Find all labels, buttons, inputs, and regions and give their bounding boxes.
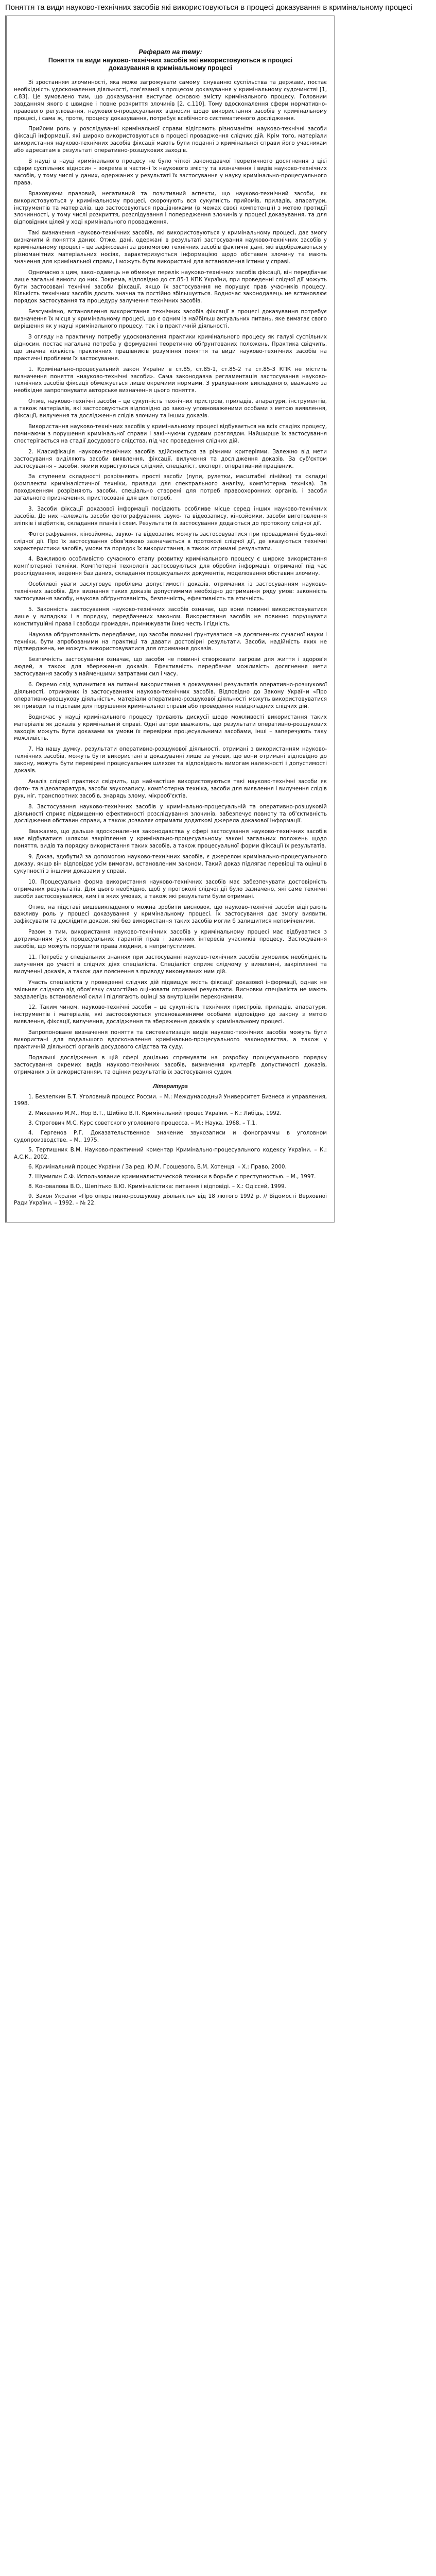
body-paragraph: 8. Застосування науково-технічних засобів у кримінально-процесуальній та оперативно-розшуковій діяльності сприяє підвищенню ефективності розслідування злочинів, забезпечує повноту та об'єктивність дослідження обставин справи, а також дозволяє отримати додаткові джерела доказової інформації.	[14, 803, 327, 824]
body-paragraph: 2. Класифікація науково-технічних засобів здійснюється за різними критеріями. Залежно від мети застосування виділяють засоби виявлення, фіксації, вилучення та дослідження доказів. За суб'єктом застосування – засоби, якими користуються слідчий, спеціаліст, експерт, оперативний працівник.	[14, 448, 327, 469]
body-paragraph: 1. Кримінально-процесуальний закон України в ст.85, ст.85-1, ст.85-2 та ст.85-3 КПК не містить визначення поняття «науково-технічні засоби». Сама законодавча регламентація застосування науково-технічних засобів фіксації обмежується лише окремими нормами. З урахуванням викладеного, вважаємо за необхідне запропонувати авторське визначення цього поняття.	[14, 366, 327, 394]
body-paragraph: 3. Засоби фіксації доказової інформації посідають особливе місце серед інших науково-технічних засобів. До них належать засоби фотографування, звуко- та відеозапису, кінозйомки, засоби виготовлення зліпків і відбитків, складання планів і схем. Результати їх застосування додаються до протоколу слідчої дії.	[14, 506, 327, 527]
body-paragraph: Використання науково-технічних засобів у кримінальному процесі відбувається на всіх стадіях процесу, починаючи з порушення кримінальної справи і закінчуючи судовим розглядом. Найширше їх застосування спостерігається на стадії досудового слідства, під час проведення слідчих дій.	[14, 423, 327, 444]
literature-item: 7. Шумилин С.Ф. Использование криминалистической техники в борьбе с преступностью. – М., 1997.	[28, 1173, 316, 1180]
body-paragraph: Вважаємо, що дальше вдосконалення законодавства у сфері застосування науково-технічних засобів має відбуватися шляхом закріплення у кримінально-процесуальному законі загальних положень щодо поняття, видів та порядку використання таких засобів, а також процесуальної форми фіксації їх результатів.	[14, 828, 327, 850]
literature-item: 5. Тертишник В.М. Науково-практичний коментар Кримінально-процесуального кодексу України. – К.: А.С.К., 2002.	[14, 1147, 327, 1160]
literature-heading: Література	[153, 1083, 188, 1090]
body-paragraph: Зі зростанням злочинності, яка може загрожувати самому існуванню суспільства та держави, постає необхідність удосконалення діяльності, пов'язаної з процесом доказування у кримінальному судочинстві [1, с.83]. Це зумовлено тим, що доказування виступає основою змісту кримінального процесу. Головним завданням якого є швидке і повне розкриття злочинів [2, с.110]. Тому вдосконалення сфери нормативно-правового регулювання, наукового-процесуальних відносин щодо використання засобів у кримінальному процесі, і сама ж, проте, процесу доказування, потребує всебічного систематичного дослідження.	[14, 79, 327, 122]
body-paragraph: 12. Таким чином, науково-технічні засоби – це сукупність технічних пристроїв, приладів, апаратури, інструментів і матеріалів, які застосовуються уповноваженими особами відповідно до закону з метою виявлення, фіксації, вилучення, дослідження та збереження доказів у кримінальному процесі.	[14, 1004, 327, 1025]
body-paragraph: Наукова обґрунтованість передбачає, що засоби повинні ґрунтуватися на досягненнях сучасної науки і техніки, бути апробованими на практиці та давати достовірні результати. Засоби, надійність яких не підтверджена, не можуть використовуватися для отримання доказів.	[14, 631, 327, 652]
body-paragraph: 5. Законність застосування науково-технічних засобів означає, що вони повинні використовуватися лише у випадках і в порядку, передбачених законом. Використання засобів не повинно порушувати конституційні права і свободи громадян, принижувати їхню честь і гідність.	[14, 606, 327, 627]
body-paragraph: 6. Окремо слід зупинитися на питанні використання в доказуванні результатів оперативно-розшукової діяльності, отриманих із застосуванням науково-технічних засобів. Відповідно до Закону України «Про оперативно-розшукову діяльність», матеріали оперативно-розшукової діяльності можуть використовуватися як приводи та підстави для порушення кримінальної справи або проведення невідкладних слідчих дій.	[14, 682, 327, 709]
body-paragraph: 11. Потреба у спеціальних знаннях при застосуванні науково-технічних засобів зумовлює необхідність залучення до участі в слідчих діях спеціаліста. Спеціаліст сприяє слідчому у виявленні, закріпленні та вилученні доказів, а також дає пояснення з приводу виконуваних ним дій.	[14, 954, 327, 975]
body-paragraph: Враховуючи правовий, негативний та позитивний аспекти, що науково-технічний засоби, як використовуються у кримінальному процесі, скорочують вся сукупність прийомів, приладів, апаратури, інструментів та матеріалів, що застосовуються працівниками (в межах своєї компетенції) з метою протидії злочинності, у тому числі розкриття, розслідування і попередження злочинів у процесі доказування, та для відповідних цілей у ході кримінального провадження.	[14, 190, 327, 226]
literature-item: 9. Закон України «Про оперативно-розшукову діяльність» від 18 лютого 1992 р. // Відомості Верховної Ради України. – 1992. – № 22.	[14, 1193, 327, 1207]
literature-item: 6. Кримінальний процес України / За ред. Ю.М. Грошевого, В.М. Хотенця. – Х.: Право, 2000.	[28, 1163, 287, 1170]
document-frame	[5, 15, 335, 1223]
document-body	[14, 79, 327, 1076]
body-paragraph: 10. Процесуальна форма використання науково-технічних засобів має забезпечувати достовірність отриманих результатів. Для цього необхідно, щоб у протоколі слідчої дії було зазначено, які саме технічні засоби застосовувалися, ким і в яких умовах, а також які результати були отримані.	[14, 878, 327, 900]
body-paragraph: В науці в науці кримінального процесу не було чіткої законодавчої теоретичного досягнення з цієї сфери суспільних відносин – зокрема в частині їх наукового змісту та визначення і видів науково-технічних засобів, у тому числі у даних, одержаних у результаті їх застосування у науку кримінально-процесуального права.	[14, 158, 327, 186]
body-paragraph: За ступенем складності розрізняють прості засоби (лупи, рулетки, масштабні лінійки) та складні (комплекти криміналістичної техніки, прилади для спектрального аналізу, комп'ютерна техніка). За походженням розрізняють засоби, спеціально створені для потреб правоохоронних органів, і засоби загального призначення, пристосовані для цих потреб.	[14, 473, 327, 502]
page-title: Поняття та види науково-технічних засобів які використовуються в процесі доказування в кримінальному процесі	[5, 3, 412, 12]
body-paragraph: Подальші дослідження в цій сфері доцільно спрямувати на розробку процесуального порядку застосування окремих видів науково-технічних засобів, визначення критеріїв допустимості доказів, отриманих з їх використанням, та оцінки результатів їх застосування судом.	[14, 1054, 327, 1075]
body-paragraph: З огляду на практичну потребу удосконалення практики кримінального процесу як галузі суспільних відносин, постає нагальна потреба у формуванні теоретично обґрунтованих положень. Практика свідчить, що значна кількість практичних працівників розуміння поняття та види науково-технічних засобів на практичні проблеми їх застосування.	[14, 334, 327, 362]
body-paragraph: 4. Важливою особливістю сучасного етапу розвитку кримінального процесу є широке використання комп'ютерної техніки. Комп'ютерні технології застосовуються для обробки інформації, отриманої під час розслідування, ведення баз даних, складання процесуальних документів, моделювання обставин злочину.	[14, 556, 327, 577]
document-title: Поняття та види науково-технічних засобів які використовуються в процесі доказування в кримінальному процесі	[48, 57, 293, 72]
body-paragraph: 9. Доказ, здобутий за допомогою науково-технічних засобів, є джерелом кримінально-процесуального доказу, якщо він відповідає усім вимогам, встановленим законом. Такий доказ підлягає перевірці та оцінці в сукупності з іншими доказами у справі.	[14, 854, 327, 874]
body-paragraph: Прийоми роль у розслідуванні кримінальної справи відіграють різноманітні науково-технічні засоби фіксації інформації, які широко використовуються в процесі провадження слідчих дій. Крім того, матеріали використання науково-технічних засобів фіксації мають бути поданні з кримінальної справи його учасникам або адресатам в результаті оперативно-розшукових заходів.	[14, 126, 327, 154]
body-paragraph: Аналіз слідчої практики свідчить, що найчастіше використовуються такі науково-технічні засоби як фото- та відеоапаратура, засоби звукозапису, комп'ютерна техніка, засоби для виявлення і вилучення слідів рук, ніг, транспортних засобів, знарядь злому, мікрооб'єктів.	[14, 778, 327, 799]
document-heading: Реферат на тему:	[138, 48, 202, 56]
body-paragraph: Особливої уваги заслуговує проблема допустимості доказів, отриманих із застосуванням науково-технічних засобів. Для визнання таких доказів допустимими необхідно дотримання ряду умов: законність застосування засобу, наукова обґрунтованість, безпечність, ефективність та етичність.	[14, 581, 327, 602]
literature-list	[14, 1094, 327, 1208]
body-paragraph: Такі визначення науково-технічних засобів, які використовуються у кримінальному процесі, дає змогу визначити й поняття даних. Отже, дані, одержані в результаті застосування науково-технічних засобів у кримінальному процесі – це зафіксовані за допомогою технічних засобів фактичні дані, які відображаються у різноманітних матеріальних носіях, характеризуються інформацією щодо обставин злочину та мають значення для кримінальної справи, і можуть бути використані для встановлення істини у справі.	[14, 230, 327, 265]
literature-item: 1. Безлепкин Б.Т. Уголовный процесс России. – М.: Международный Университет Бизнеса и управления, 1998.	[14, 1093, 327, 1107]
body-paragraph: Разом з тим, використання науково-технічних засобів у кримінальному процесі має відбуватися з дотриманням усіх процесуальних гарантій прав і законних інтересів учасників процесу. Застосування засобів, що можуть порушити права людини, є неприпустимим.	[14, 929, 327, 950]
body-paragraph: Фотографування, кінозйомка, звуко- та відеозапис можуть застосовуватися при провадженні будь-якої слідчої дії. Про їх застосування обов'язково зазначається в протоколі слідчої дії, де вказуються технічні характеристики засобів, умови та порядок їх використання, а також отримані результати.	[14, 531, 327, 552]
body-paragraph: Безпечність застосування означає, що засоби не повинні створювати загрози для життя і здоров'я людей, а також для збереження доказів. Ефективність передбачає можливість досягнення мети застосування засобу з найменшими затратами сил і часу.	[14, 656, 327, 677]
body-paragraph: Одночасно з цим, законодавець не обмежує перелік науково-технічних засобів фіксації, він передбачає лише загальні вимоги до них. Зокрема, відповідно до ст.85-1 КПК України, при проведенні слідчої дії можуть бути застосовані технічні засоби фіксації, якщо їх застосування не порушує прав учасників процесу. Кількість технічних засобів досить значна та постійно збільшується. Водночас законодавець не встановлює порядок застосування та процедуру залучення технічних засобів.	[14, 269, 327, 304]
body-paragraph: Безсумнівно, встановлення використання технічних засобів фіксації в процесі доказування потребує визначення їх місця у кримінальному процесі, що є одним із найбільш актуальних питань, яке вимагає свого вирішення як у науці кримінального процесу, так і в практичній діяльності.	[14, 309, 327, 330]
body-paragraph: Запропоноване визначення поняття та систематизація видів науково-технічних засобів можуть бути використані для подальшого вдосконалення кримінально-процесуального законодавства, а також у практичній діяльності органів досудового слідства та суду.	[14, 1029, 327, 1050]
body-paragraph: Участь спеціаліста у проведенні слідчих дій підвищує якість фіксації доказової інформації, однак не звільняє слідчого від обов'язку самостійно оцінювати отримані результати. Висновки спеціаліста не мають заздалегідь встановленої сили і підлягають оцінці за внутрішнім переконанням.	[14, 979, 327, 1000]
body-paragraph: Отже, на підставі вищевикладеного можна зробити висновок, що науково-технічні засоби відіграють важливу роль у процесі доказування у кримінальному процесі. Їх застосування дає змогу виявити, зафіксувати та дослідити докази, які без використання таких засобів могли б залишитися непоміченими.	[14, 904, 327, 925]
literature-item: 4. Гергенов Р.Г. Доказательственное значение звукозаписи и фонограммы в уголовном судопроизводстве. – М., 1975.	[14, 1130, 327, 1144]
literature-item: 3. Строгович М.С. Курс советского уголовного процесса. – М.: Наука, 1968. – Т.1.	[28, 1120, 257, 1127]
body-paragraph: 7. На нашу думку, результати оперативно-розшукової діяльності, отримані з використанням науково-технічних засобів, можуть бути використані в доказуванні лише за умови, що вони отримані відповідно до закону, можуть бути перевірені процесуальним шляхом та відповідають вимогам належності і допустимості доказів.	[14, 746, 327, 774]
literature-item: 8. Коновалова В.О., Шепітько В.Ю. Криміналістика: питання і відповіді. – Х.: Одіссей, 1999.	[28, 1183, 286, 1190]
literature-item: 2. Михеенко М.М., Нор В.Т., Шибіко В.П. Кримінальний процес України. – К.: Либідь, 1992.	[28, 1110, 282, 1117]
body-paragraph: Отже, науково-технічні засоби – це сукупність технічних пристроїв, приладів, апаратури, інструментів, а також матеріалів, які застосовуються відповідно до закону уповноваженими особами з метою виявлення, фіксації, вилучення та дослідження слідів злочину та інших доказів.	[14, 398, 327, 419]
body-paragraph: Водночас у науці кримінального процесу тривають дискусії щодо можливості використання таких матеріалів як доказів у кримінальній справі. Одні автори вважають, що результати оперативно-розшукових заходів можуть бути доказами за умови їх перевірки процесуальними засобами, інші – заперечують таку можливість.	[14, 714, 327, 742]
